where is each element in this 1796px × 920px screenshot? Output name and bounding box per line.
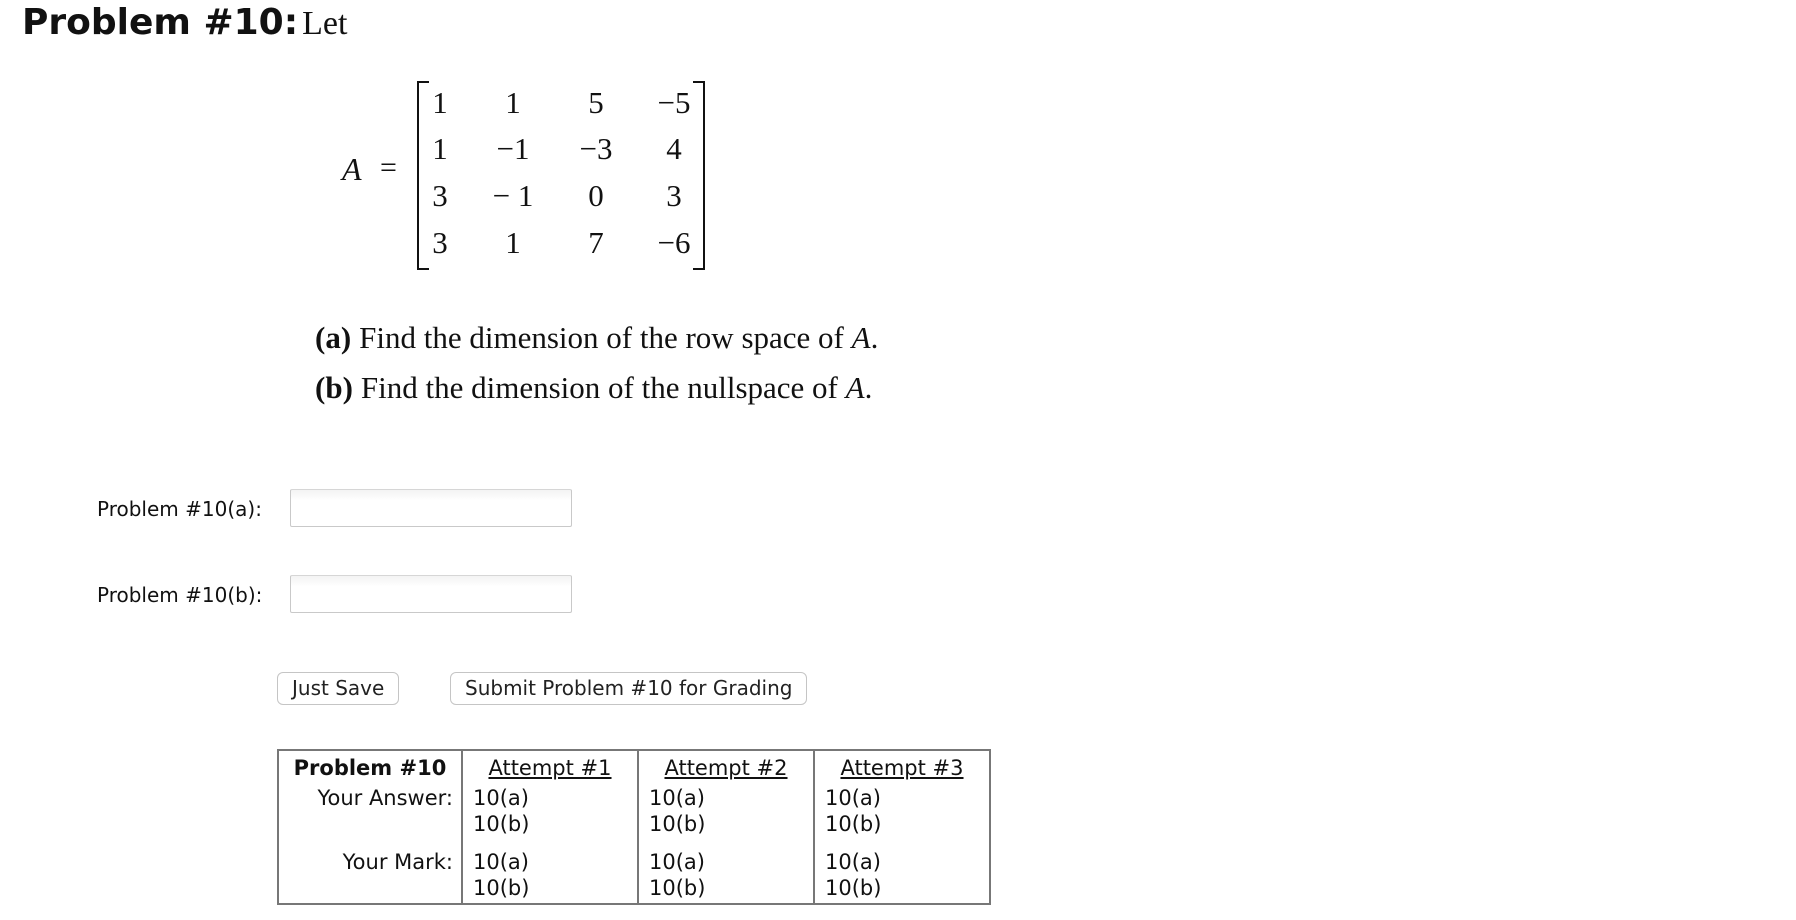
submit-grading-button[interactable]: Submit Problem #10 for Grading: [450, 672, 807, 705]
mark-entry: 10(a): [649, 850, 705, 874]
matrix-cell: 1: [432, 131, 448, 166]
answer-entry: 10(b): [825, 812, 882, 836]
attempt-2-mark: [638, 849, 814, 904]
matrix-cell: −6: [657, 225, 691, 260]
attempt-1-mark: [462, 849, 638, 904]
attempt-2-header[interactable]: Attempt #2: [638, 750, 814, 785]
attempt-3-answer: [814, 785, 990, 849]
matrix-cell: 4: [666, 131, 682, 166]
problem-title: Problem #10:: [22, 2, 299, 43]
mark-entry: 10(a): [825, 850, 881, 874]
mark-entry: 10(a): [473, 850, 529, 874]
answer-entry: 10(b): [649, 812, 706, 836]
your-answer-row: [278, 785, 990, 849]
matrix-equals: =: [380, 151, 397, 184]
question-b-var: A: [845, 370, 865, 405]
answer-entry: 10(a): [649, 786, 705, 810]
matrix-name: A: [342, 151, 362, 187]
your-mark-label: Your Mark:: [278, 849, 462, 904]
matrix-cell: − 1: [492, 178, 534, 213]
answer-entry: 10(b): [473, 812, 530, 836]
matrix-cell: 3: [432, 225, 448, 260]
attempt-2-answer: [638, 785, 814, 849]
attempt-3-mark: [814, 849, 990, 904]
attempt-1-header[interactable]: Attempt #1: [462, 750, 638, 785]
matrix-cell: 1: [432, 85, 448, 120]
matrix-cell: −3: [579, 131, 613, 166]
matrix-cell: 3: [666, 178, 682, 213]
question-a: [315, 320, 878, 356]
matrix-cell: 3: [432, 178, 448, 213]
answer-a-input[interactable]: [290, 489, 572, 527]
problem-intro: Let: [302, 5, 348, 42]
question-b-text: Find the dimension of the nullspace of: [360, 370, 838, 405]
answer-a-label: Problem #10(a):: [97, 497, 262, 521]
question-a-text: Find the dimension of the row space of: [359, 320, 844, 355]
matrix-cell: 0: [588, 178, 604, 213]
answer-entry: 10(a): [825, 786, 881, 810]
matrix-cell: 1: [505, 85, 521, 120]
question-b-label: (b): [315, 370, 353, 405]
question-a-label: (a): [315, 320, 352, 355]
just-save-button[interactable]: Just Save: [277, 672, 399, 705]
your-answer-label: Your Answer:: [278, 785, 462, 849]
problem-heading: [22, 2, 347, 43]
mark-entry: 10(b): [825, 876, 882, 900]
answer-entry: 10(a): [473, 786, 529, 810]
attempts-header-row: [278, 750, 990, 785]
matrix-cell: 1: [505, 225, 521, 260]
question-b: [315, 370, 872, 406]
attempt-3-header[interactable]: Attempt #3: [814, 750, 990, 785]
matrix-cell: −1: [496, 131, 530, 166]
attempts-table: [277, 749, 991, 905]
your-mark-row: [278, 849, 990, 904]
attempt-1-answer: [462, 785, 638, 849]
question-a-end: .: [870, 320, 879, 355]
matrix-cell: 7: [588, 225, 604, 260]
answer-b-input[interactable]: [290, 575, 572, 613]
mark-entry: 10(b): [649, 876, 706, 900]
mark-entry: 10(b): [473, 876, 530, 900]
question-b-end: .: [864, 370, 873, 405]
attempts-table-title: Problem #10: [278, 750, 462, 785]
question-a-var: A: [851, 320, 871, 355]
answer-b-label: Problem #10(b):: [97, 583, 263, 607]
matrix-cell: −5: [657, 85, 691, 120]
matrix-cell: 5: [588, 85, 604, 120]
